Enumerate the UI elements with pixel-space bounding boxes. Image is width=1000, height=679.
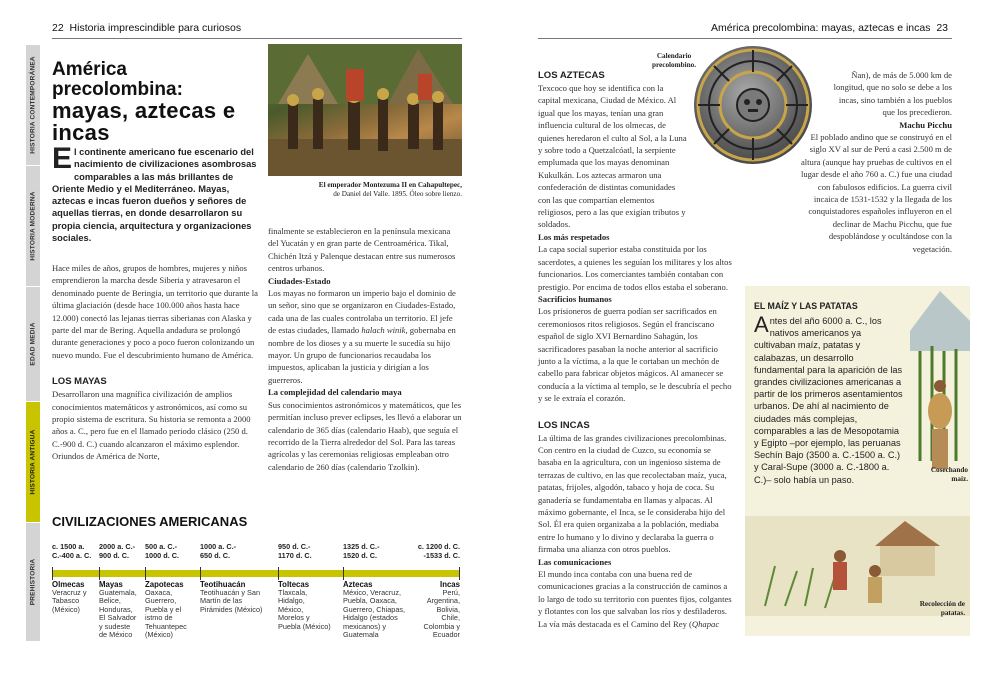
timeline-name-incas: Incas xyxy=(440,580,460,589)
timeline-regions-aztecas: México, Veracruz, Puebla, Oaxaca, Guerrero, Chiapas, Hidalgo (estados mexicanos) y Guatemala xyxy=(343,588,406,640)
right-running-title: América precolombina: mayas, aztecas e incas xyxy=(711,22,931,34)
respetados-paragraph: La capa social superior estaba constituida por los sacerdotes, a quienes les seguían los militares y los altos funcionarios. Los comerciantes también contaban con prestigio. Por encima de todos ellos estaba el soberano. xyxy=(538,244,732,292)
left-running-title: Historia imprescindible para curiosos xyxy=(69,22,242,34)
intro-paragraph xyxy=(52,142,264,244)
beringia-paragraph: Hace miles de años, grupos de hombres, mujeres y niños emprendieron la marcha desde Siberia y atravesaron el denominado puente de Beringia, un territorio que durante la última glaciación (desde hace 100.000 años hasta hace 12.000) conectó las lejanas tierras siberianas con Alaska y parte del mar de Bering. Aquella andadura se prolongó durante generaciones y poco a poco fueron colonizando un nuevo mundo. Fue el descubrimiento humano de América. xyxy=(52,263,258,360)
right-header-rule xyxy=(538,38,952,39)
timeline-regions-zapotecas: Oaxaca, Guerrero, Puebla y el istmo de Tehuantepec (México) xyxy=(145,588,187,640)
intro-text: l continente americano fue escenario del nacimiento de civilizaciones asombrosas comparables a las más brillantes de Oriente Medio y el Mediterráneo. Mayas, aztecas e incas fueron dueños y señores de aquellas tierras, en donde desarrollaron su propia ciencia, arquitectura y organizaciones sociales. xyxy=(52,147,257,244)
timeline-tick xyxy=(459,567,460,580)
right-page-header xyxy=(711,22,948,34)
section-tabs xyxy=(26,45,40,641)
tab-historia-antigua[interactable]: HISTORIA ANTIGUA xyxy=(26,402,40,523)
aztecas-paragraph: Texcoco que hoy se identifica con la capital mexicana, Ciudad de México. Al igual que los mayas, tenían una gran influencia cultural de los olmecas, de quienes heredaron el culto al Sol, a la Luna y sobre todo a Quetzalcóatl, la serpiente emplumada que los mayas denominan Kukulkán. Los aztecas armaron una confederación de distintas comunidades con las que compartían elementos religiosos, pero a las que exigían tributos y soldados. xyxy=(538,83,687,230)
timeline-tick xyxy=(145,567,146,580)
corn-caption: Cosechando maíz. xyxy=(930,466,968,483)
timeline-name-toltecas: Toltecas xyxy=(278,580,310,589)
box-dropcap: A xyxy=(754,312,769,337)
timeline-date-teotihuacan: 1000 a. C.- 650 d. C. xyxy=(200,542,237,560)
timeline-regions-mayas: Guatemala, Belice, Honduras, El Salvador y sudeste de México xyxy=(99,588,137,640)
sacrificios-paragraph: Los prisioneros de guerra podían ser sacrificados en ceremoniosos ritos religiosos. Según el franciscano español de siglo XVI Bernardino Sahagún, los sacrificadores pasaban la noche anterior al sacrificio junto a la víctima, a la que le cortaban un mechón de cabello para fabricar objetos mágicos. Al amanecer se conducía a la víctima al templo, se le descubría el pecho y se le extraía el corazón. xyxy=(538,306,732,404)
tab-historia-contemporanea[interactable]: HISTORIA CONTEMPORÁNEA xyxy=(26,45,40,166)
tab-historia-moderna[interactable]: HISTORIA MODERNA xyxy=(26,166,40,287)
incas-paragraph: La última de las grandes civilizaciones precolombinas. Con centro en la ciudad de Cuzco, su economía se basaba en la agricultura, con un ingenioso sistema de terrazas de cultivo, en las que recolectaban maíz, yuca, patatas, frijoles, algodón, tabaco y hoja de coca. Su ganadería se fundamentaba en llamas y alpacas. Al máximo gobernante, el Inca, se le consideraba hijo del Sol. Él era quien organizaba a la población, mediaba entre lo humano y lo divino y declaraba la guerra o firmaba una alianza con otros pueblos. xyxy=(538,432,727,555)
timeline-name-aztecas: Aztecas xyxy=(343,580,373,589)
mayas-heading: LOS MAYAS xyxy=(52,376,107,388)
aztecas-heading: LOS AZTECAS xyxy=(538,70,605,81)
sacrificios-subheading: Sacrificios humanos xyxy=(538,293,612,304)
incas-heading: LOS INCAS xyxy=(538,419,590,431)
painting-illustration xyxy=(268,44,462,176)
painting-caption: El emperador Montezuma II en Cahapultepec, de Daniel del Valle. 1895. Óleo sobre lienzo. xyxy=(318,181,462,198)
comunicaciones-paragraph: El mundo inca contaba con una buena red de comunicaciones gracias a la construcción de caminos a lo largo de todo su territorio con puentes fijos, colgantes y flotantes con los que salvaban los ríos y desfiladeros. La vía más destacada es el Camino del Rey (Qhapac xyxy=(538,569,732,629)
mayas-paragraph: Desarrollaron una magnífica civilización de amplios conocimientos matemáticos y astronómicos, así como su propio sistema de escritura. Su historia se remonta a 2000 años a. C., pero fue en el llamado periodo clásico (250 d. C.-900 d. C.) cuando alcanzaron el máximo esplendor. Oriundos de América de Norte, xyxy=(52,389,251,462)
machu-picchu-paragraph: El poblado andino que se construyó en el siglo XV al sur de Perú a casi 2.500 m de altura (aunque hay pruebas de cultivos en el lugar desde el año 760 a. C.) fue una ciudad con fabulosos edificios. La guerra civil incaica de 1531-1532 y la llegada de los conquistadores españoles influyeron en el declinar de Machu Picchu, que fue despoblándose y ocultándose con la vegetación. xyxy=(800,132,952,254)
calendario-subheading: La complejidad del calendario maya xyxy=(268,387,402,398)
comunicaciones-subheading: Las comunicaciones xyxy=(538,556,612,567)
ciudades-estado-paragraph: Los mayas no formaron un imperio bajo el dominio de un señor, sino que se organizaron en Ciudades-Estado, cada una de las cuales controlaba un territorio. El jefe de estas ciudades, llamado halach winik, gobernaba en nombre de los dioses y a su muerte le sucedía su hijo mayor. Un grupo de funcionarios recaudaba los impuestos, aplicaban la justicia y dirigían a los guerreros. xyxy=(268,288,456,385)
timeline-regions-incas: Perú, Argentina, Bolivia, Chile, Colombia y Ecuador xyxy=(423,588,460,640)
left-header-rule xyxy=(52,38,462,39)
left-page-header xyxy=(52,22,241,34)
respetados-subheading: Los más respetados xyxy=(538,231,610,242)
timeline-name-zapotecas: Zapotecas xyxy=(145,580,184,589)
timeline-tick xyxy=(278,567,279,580)
left-page-number: 22 xyxy=(52,22,64,34)
civilizaciones-title: CIVILIZACIONES AMERICANAS xyxy=(52,514,248,529)
column-4 xyxy=(756,69,952,255)
intro-dropcap: E xyxy=(52,142,73,175)
timeline-tick xyxy=(343,567,344,580)
column-2 xyxy=(268,225,462,473)
timeline-tick xyxy=(99,567,100,580)
timeline-bar xyxy=(52,570,460,577)
timeline-regions-toltecas: Tlaxcala, Hidalgo, México, Morelos y Puebla (México) xyxy=(278,588,331,631)
potato-caption: Recolección de patatas. xyxy=(919,600,965,617)
machu-picchu-subheading: Machu Picchu xyxy=(899,119,952,130)
ciudades-estado-subheading: Ciudades-Estado xyxy=(268,275,331,286)
column-3 xyxy=(538,69,734,630)
maiz-patatas-box xyxy=(745,286,970,636)
timeline-tick xyxy=(52,567,53,580)
timeline-regions-teotihuacan: Teotihuacán y San Martín de las Pirámides (México) xyxy=(200,588,263,614)
timeline-name-olmecas: Olmecas xyxy=(52,580,85,589)
timeline-date-olmecas: c. 1500 a. C.-400 a. C. xyxy=(52,542,92,560)
timeline-name-mayas: Mayas xyxy=(99,580,123,589)
timeline-date-mayas: 2000 a. C.- 900 d. C. xyxy=(99,542,136,560)
yucatan-paragraph: finalmente se establecieron en la península mexicana del Yucatán y en gran parte de Centroamérica. Tikal, Chichén Itzá y Palenque destacan entre sus numerosos centros urbanos. xyxy=(268,226,456,274)
tab-prehistoria[interactable]: PREHISTORIA xyxy=(26,523,40,642)
montezuma-painting xyxy=(268,44,462,176)
timeline-regions-olmecas: Veracruz y Tabasco (México) xyxy=(52,588,87,614)
calendar-caption: Calendario precolombino. xyxy=(652,52,696,69)
civilizations-timeline xyxy=(52,540,460,650)
timeline-tick xyxy=(200,567,201,580)
timeline-date-toltecas: 950 d. C.- 1170 d. C. xyxy=(278,542,312,560)
column-1 xyxy=(52,262,264,463)
box-heading: EL MAÍZ Y LAS PATATAS xyxy=(754,301,858,311)
chapter-title: América precolombina: mayas, aztecas e incas xyxy=(52,59,236,145)
box-text: Antes del año 6000 a. C., los nativos americanos ya cultivaban maíz, patatas y calabazas, un desarrollo fundamental para la aparición de las grandes civilizaciones americanas a partir de los primeros asentamientos urbanos. De ahí al nacimiento de ciudades más complejas, comparables a las de Mesopotamia y Egipto –por ejemplo, las peruanas Sechín Bajo (3500 a. C.-1500 a. C.) y Caral-Supe (3000 a. C.-1800 a. C.)– solo había un paso. xyxy=(754,312,903,485)
tab-edad-media[interactable]: EDAD MEDIA xyxy=(26,287,40,402)
timeline-date-incas: c. 1200 d. C. -1533 d. C. xyxy=(417,542,460,560)
calendario-paragraph: Sus conocimientos astronómicos y matemáticos, que les permitían incluso prever eclipses, les llevó a elaborar un calendario de 365 días (calendario Haab), que seguía el recorrido de la Tierra alrededor del Sol. Para las tareas agrícolas y las ceremonias religiosas empleaban otro calendario de 260 días (calendario Tzolkin). xyxy=(268,399,462,472)
timeline-date-aztecas: 1325 d. C.- 1520 d. C. xyxy=(343,542,380,560)
timeline-name-teotihuacan: Teotihuacán xyxy=(200,580,246,589)
qhapac-nan-paragraph: Ñan), de más de 5.000 km de longitud, que no solo se debe a los incas, sino también a los pueblos que los precedieron. xyxy=(833,70,952,118)
right-page-number: 23 xyxy=(936,22,948,34)
timeline-date-zapotecas: 500 a. C.- 1000 d. C. xyxy=(145,542,180,560)
